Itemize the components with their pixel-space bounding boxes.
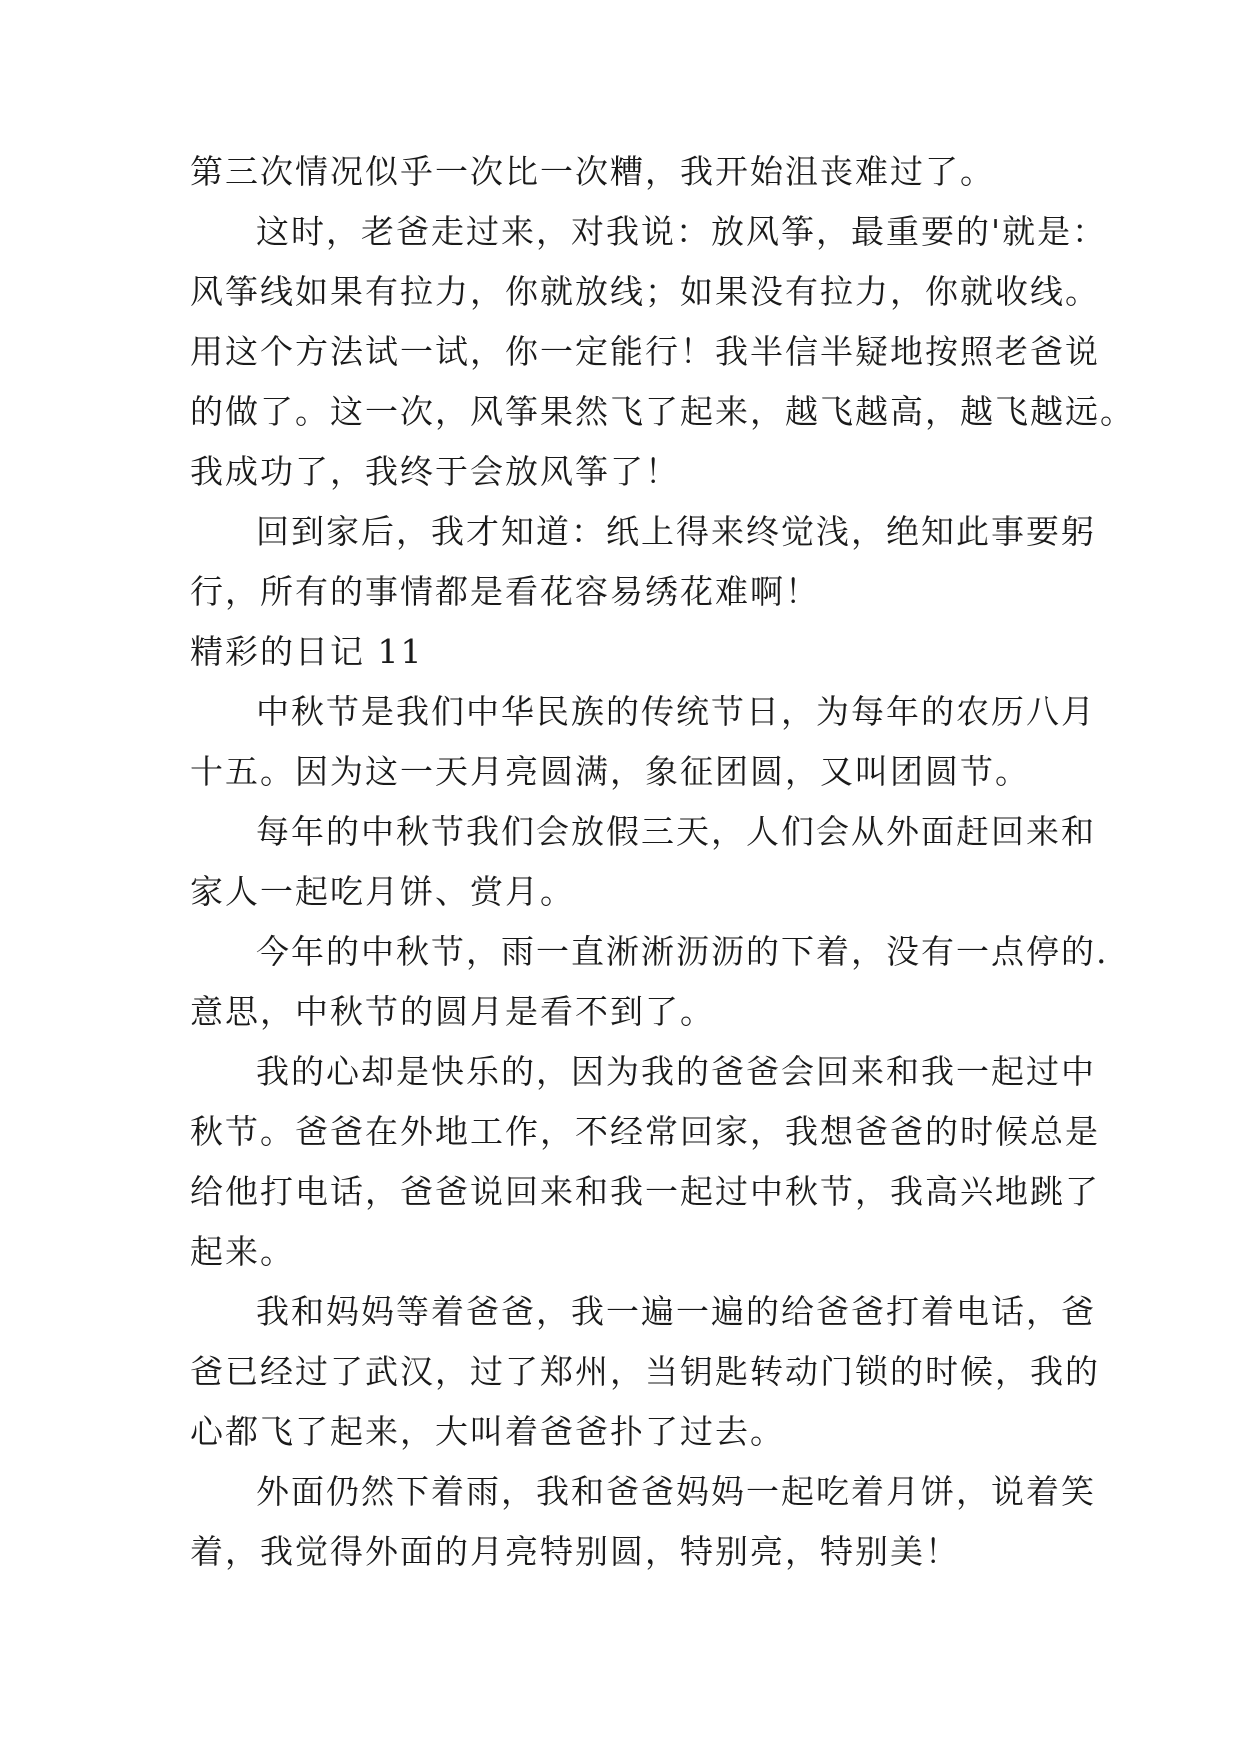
text-line: 家人一起吃月饼、赏月。 (190, 872, 575, 911)
paragraph-start-line: 外面仍然下着雨，我和爸爸妈妈一起吃着月饼，说着笑 (256, 1472, 1096, 1511)
text-line: 着，我觉得外面的月亮特别圆，特别亮，特别美！ (190, 1532, 960, 1571)
section-heading: 精彩的日记 11 (190, 632, 424, 671)
paragraph-start-line: 今年的中秋节，雨一直淅淅沥沥的下着，没有一点停的. (256, 932, 1109, 971)
paragraph-start-line: 我的心却是快乐的，因为我的爸爸会回来和我一起过中 (256, 1052, 1096, 1091)
text-line: 我成功了，我终于会放风筝了！ (190, 452, 680, 491)
text-line: 爸已经过了武汉，过了郑州，当钥匙转动门锁的时候，我的 (190, 1352, 1100, 1391)
paragraph-start-line: 中秋节是我们中华民族的传统节日，为每年的农历八月 (256, 692, 1096, 731)
text-line: 的做了。这一次，风筝果然飞了起来，越飞越高，越飞越远。 (190, 392, 1135, 431)
paragraph-start-line: 我和妈妈等着爸爸，我一遍一遍的给爸爸打着电话，爸 (256, 1292, 1096, 1331)
text-line: 给他打电话，爸爸说回来和我一起过中秋节，我高兴地跳了 (190, 1172, 1100, 1211)
paragraph-start-line: 这时，老爸走过来，对我说：放风筝，最重要的'就是： (256, 212, 1108, 251)
text-line: 心都飞了起来，大叫着爸爸扑了过去。 (190, 1412, 785, 1451)
text-line: 秋节。爸爸在外地工作，不经常回家，我想爸爸的时候总是 (190, 1112, 1100, 1151)
text-line: 第三次情况似乎一次比一次糟，我开始沮丧难过了。 (190, 152, 995, 191)
paragraph-start-line: 回到家后，我才知道：纸上得来终觉浅，绝知此事要躬 (256, 512, 1096, 551)
text-line: 风筝线如果有拉力，你就放线；如果没有拉力，你就收线。 (190, 272, 1100, 311)
text-line: 意思，中秋节的圆月是看不到了。 (190, 992, 715, 1031)
text-line: 用这个方法试一试，你一定能行！我半信半疑地按照老爸说 (190, 332, 1100, 371)
paragraph-start-line: 每年的中秋节我们会放假三天，人们会从外面赶回来和 (256, 812, 1096, 851)
text-line: 行，所有的事情都是看花容易绣花难啊！ (190, 572, 820, 611)
document-body (190, 152, 1135, 1593)
text-line: 起来。 (190, 1232, 295, 1271)
text-line: 十五。因为这一天月亮圆满，象征团圆，又叫团圆节。 (190, 752, 1030, 791)
